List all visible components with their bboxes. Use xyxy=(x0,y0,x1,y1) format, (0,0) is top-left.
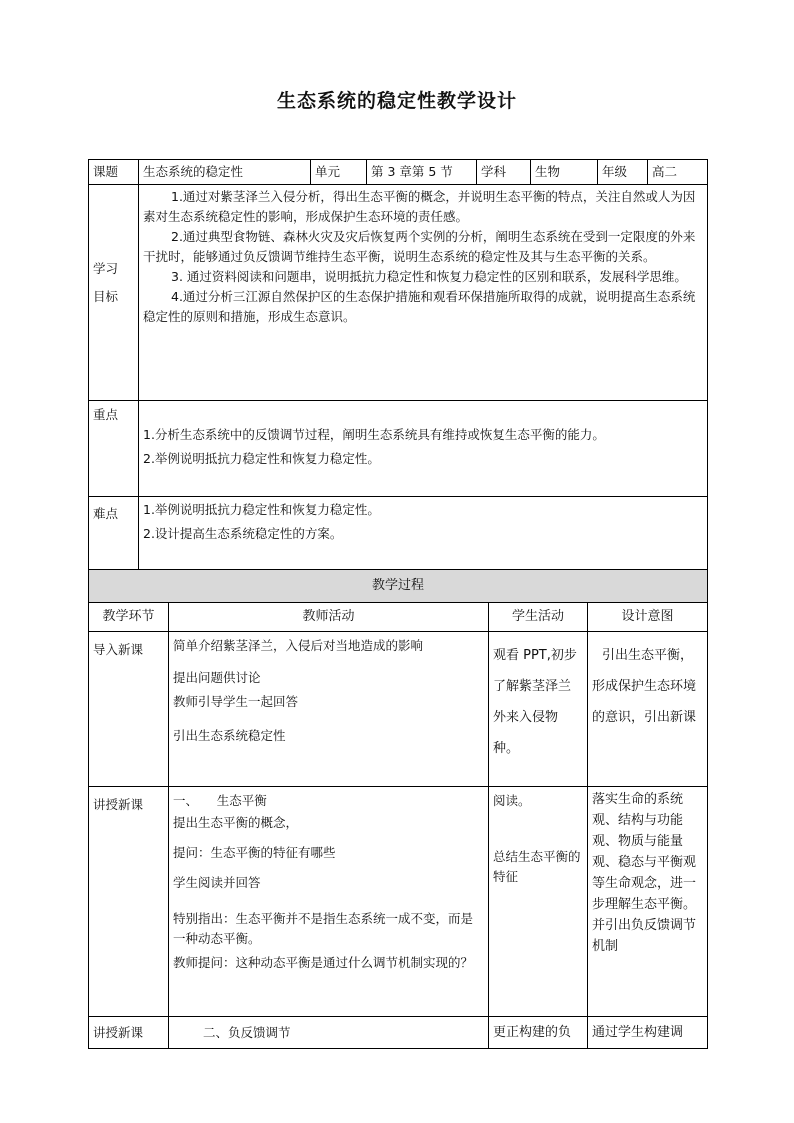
teacher-activity-line: 一、 生态平衡 xyxy=(173,793,267,808)
student-activity-cell xyxy=(489,787,588,1017)
grade-label: 年级 xyxy=(598,160,648,185)
unit-value: 第 3 章第 5 节 xyxy=(367,160,477,185)
table-row xyxy=(89,787,708,1017)
difficulty-item: 1.举例说明抵抗力稳定性和恢复力稳定性。 xyxy=(143,502,380,517)
key-points-row xyxy=(89,401,708,497)
goals-label-line: 目标 xyxy=(93,289,119,304)
key-point-item: 2.举例说明抵抗力稳定性和恢复力稳定性。 xyxy=(143,451,380,466)
teacher-activity-line: 引出生态系统稳定性 xyxy=(173,728,286,743)
teacher-activity-line: 教师提问：这种动态平衡是通过什么调节机制实现的？ xyxy=(173,955,474,970)
teacher-activity-line: 提出生态平衡的概念， xyxy=(173,815,299,830)
subject-label: 学科 xyxy=(477,160,531,185)
goal-item: 1.通过对紫茎泽兰入侵分析，得出生态平衡的概念，并说明生态平衡的特点，关注自然或人为因素对生态系统稳定性的影响，形成保护生态环境的责任感。 xyxy=(143,189,696,224)
topic-label: 课题 xyxy=(89,160,139,185)
difficulty-item: 2.设计提高生态系统稳定性的方案。 xyxy=(143,526,343,541)
goals-label-line: 学习 xyxy=(93,261,119,276)
grade-value: 高二 xyxy=(648,160,708,185)
student-activity-cell: 更正构建的负 xyxy=(489,1017,588,1049)
teacher-activity-cell: 二、负反馈调节 xyxy=(169,1017,489,1049)
process-title: 教学过程 xyxy=(89,570,708,603)
page-title: 生态系统的稳定性教学设计 xyxy=(276,90,517,112)
teacher-activity-cell xyxy=(169,632,489,787)
subject-value: 生物 xyxy=(531,160,598,185)
column-header: 设计意图 xyxy=(588,603,708,632)
goal-item: 2.通过典型食物链、森林火灾及灾后恢复两个实例的分析，阐明生态系统在受到一定限度的外来干扰时，能够通过负反馈调节维持生态平衡，说明生态系统的稳定性及其与生态平衡的关系。 xyxy=(143,229,696,264)
design-intent-cell: 通过学生构建调 xyxy=(588,1017,708,1049)
key-points-label: 重点 xyxy=(89,401,139,497)
stage-cell: 讲授新课 xyxy=(89,1017,169,1049)
teaching-process-table xyxy=(88,569,708,1049)
table-row xyxy=(89,632,708,787)
process-title-row xyxy=(89,570,708,603)
student-activity-line: 总结生态平衡的特征 xyxy=(493,849,581,884)
process-header-row xyxy=(89,603,708,632)
info-row xyxy=(89,160,708,185)
teacher-activity-line: 学生阅读并回答 xyxy=(173,875,261,890)
key-point-item: 1.分析生态系统中的反馈调节过程，阐明生态系统具有维持或恢复生态平衡的能力。 xyxy=(143,427,605,442)
goal-item: 4.通过分析三江源自然保护区的生态保护措施和观看环保措施所取得的成就，说明提高生态系统稳定性的原则和措施，形成生态意识。 xyxy=(143,289,696,324)
goals-row xyxy=(89,185,708,401)
difficulties-row xyxy=(89,497,708,570)
column-header: 教学环节 xyxy=(89,603,169,632)
teacher-activity-line: 简单介绍紫茎泽兰，入侵后对当地造成的影响 xyxy=(173,638,424,653)
course-info-table xyxy=(88,159,708,570)
table-row xyxy=(89,1017,708,1049)
column-header: 学生活动 xyxy=(489,603,588,632)
student-activity-cell: 观看 PPT,初步了解紫茎泽兰外来入侵物种。 xyxy=(489,632,588,787)
teacher-activity-line: 教师引导学生一起回答 xyxy=(173,694,299,709)
student-activity-line: 阅读。 xyxy=(493,793,531,808)
difficulties-content xyxy=(139,497,708,570)
teacher-activity-line: 提问：生态平衡的特征有哪些 xyxy=(173,845,336,860)
difficulties-label: 难点 xyxy=(89,497,139,570)
goals-label xyxy=(89,185,139,401)
goal-item: 3. 通过资料阅读和问题串，说明抵抗力稳定性和恢复力稳定性的区别和联系，发展科学思维。 xyxy=(171,269,687,284)
teacher-activity-line: 特别指出：生态平衡并不是指生态系统一成不变，而是一种动态平衡。 xyxy=(173,911,474,946)
stage-cell: 导入新课 xyxy=(89,632,169,787)
design-intent-cell: 引出生态平衡，形成保护生态环境的意识，引出新课 xyxy=(588,632,708,787)
design-intent-cell: 落实生命的系统观、结构与功能观、物质与能量观、稳态与平衡观等生命观念，进一步理解生态平衡。并引出负反馈调节机制 xyxy=(588,787,708,1017)
goals-content xyxy=(139,185,708,401)
teacher-activity-cell xyxy=(169,787,489,1017)
topic-value: 生态系统的稳定性 xyxy=(139,160,311,185)
column-header: 教师活动 xyxy=(169,603,489,632)
stage-cell: 讲授新课 xyxy=(89,787,169,1017)
unit-label: 单元 xyxy=(311,160,367,185)
key-points-content xyxy=(139,401,708,497)
teacher-activity-line: 提出问题供讨论 xyxy=(173,670,261,685)
